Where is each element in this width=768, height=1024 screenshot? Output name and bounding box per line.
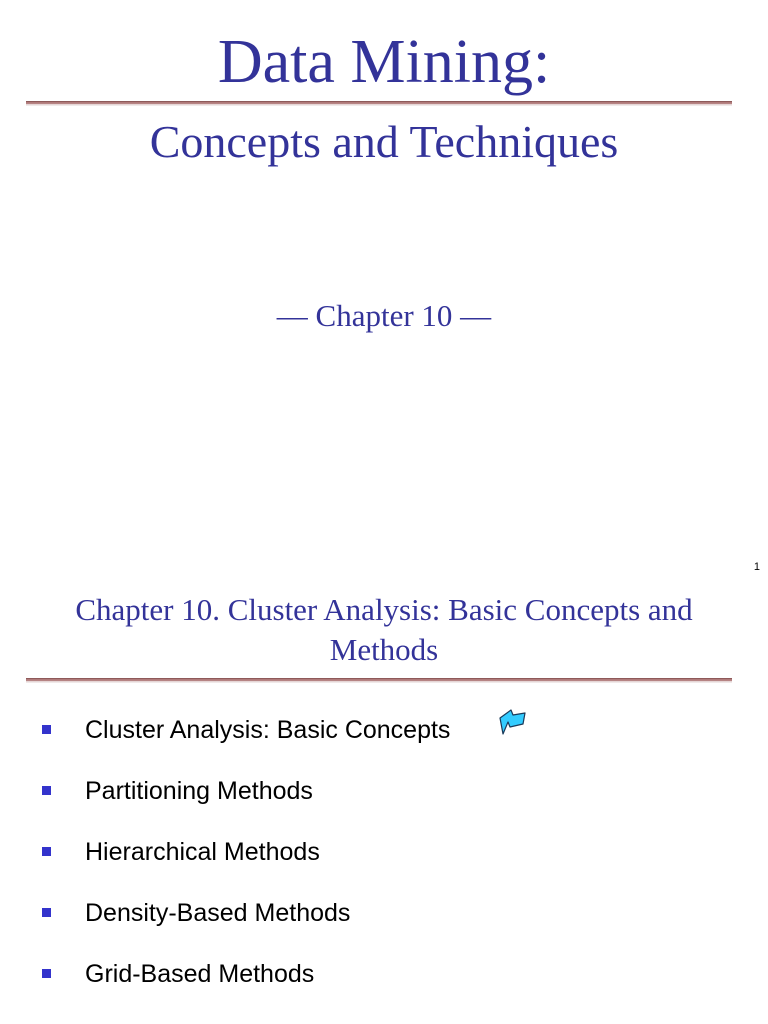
bullet-square-icon (42, 908, 51, 917)
bullet-label: Hierarchical Methods (85, 838, 320, 866)
slide-title: Chapter 10. Cluster Analysis: Basic Concepts and Methods (75, 592, 693, 667)
list-item (0, 835, 768, 896)
list-item (0, 896, 768, 957)
chapter-label: — Chapter 10 — (276, 298, 492, 333)
bullet-square-icon (42, 969, 51, 978)
bullet-list (0, 713, 768, 1018)
bullet-label: Grid-Based Methods (85, 960, 315, 988)
flag-pointer-icon[interactable] (497, 704, 529, 736)
slide-subtitle: Concepts and Techniques (149, 116, 619, 167)
bullet-square-icon (42, 786, 51, 795)
slide-2 (0, 561, 768, 1024)
list-item (0, 713, 768, 774)
title-divider (26, 678, 732, 683)
list-item (0, 957, 768, 1018)
slide-title: Data Mining: (217, 28, 551, 96)
list-item (0, 774, 768, 835)
bullet-square-icon (42, 725, 51, 734)
bullet-label: Density-Based Methods (85, 899, 351, 927)
bullet-label: Partitioning Methods (85, 777, 313, 805)
bullet-label: Cluster Analysis: Basic Concepts (85, 716, 451, 744)
title-divider (26, 101, 732, 106)
bullet-square-icon (42, 847, 51, 856)
page-number: 1 (753, 561, 760, 573)
